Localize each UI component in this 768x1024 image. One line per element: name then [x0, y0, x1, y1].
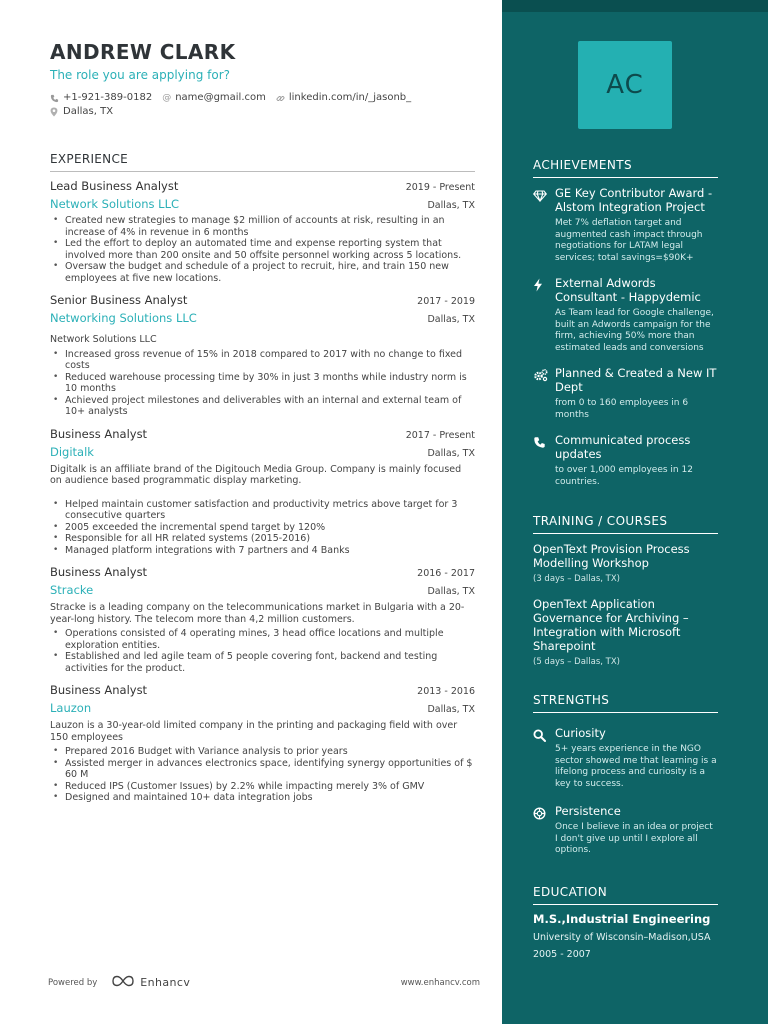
candidate-name: ANDREW CLARK — [50, 40, 236, 64]
strengths-heading: STRENGTHS — [533, 693, 718, 713]
gears-icon — [533, 366, 555, 421]
achievement-title: Planned & Created a New IT Dept — [555, 366, 717, 394]
job-title: Business Analyst — [50, 683, 148, 697]
course-title: OpenText Application Governance for Archiving – Integration with Microsoft Sharepoint — [533, 597, 689, 653]
link-icon — [276, 94, 285, 103]
achievement-title: External Adwords Consultant - Happydemic — [555, 276, 701, 304]
education-heading: EDUCATION — [533, 885, 718, 905]
bullet-item: • Assisted merger in advances electronics space, identifying synergy opportunities of $ 60 M — [50, 758, 475, 781]
bullet-item: • Responsible for all HR related systems (2015-2016) — [50, 533, 475, 545]
bullet-item: • Oversaw the budget and schedule of a project to recruit, hire, and train 150 new employees at five new locations. — [50, 261, 475, 284]
company-name: Networking Solutions LLC — [50, 311, 197, 325]
job-date: 2016 - 2017 — [417, 568, 475, 579]
page-footer — [48, 975, 480, 990]
magnifier-icon — [533, 726, 555, 790]
bullet-item: • Led the effort to deploy an automated time and expense reporting system that involved more than 200 onsite and 50 offsite personnel working across 5 locations. — [50, 238, 475, 261]
company-description: Lauzon is a 30-year-old limited company in the printing and packaging field with over 150 employees — [50, 720, 458, 743]
course-title: OpenText Provision Process Modelling Workshop — [533, 542, 690, 570]
company-name: Network Solutions LLC — [50, 197, 180, 211]
location-text: Dallas, TX — [63, 106, 114, 117]
company-name: Lauzon — [50, 701, 92, 715]
achievement-item — [533, 186, 718, 264]
achievement-title: GE Key Contributor Award - Alstom Integration Project — [555, 186, 713, 214]
bullet-item: • Established and led agile team of 5 people covering font, backend and testing activities for the product. — [50, 651, 475, 674]
job-bullets — [50, 628, 475, 674]
bullet-item: • Operations consisted of 4 operating mines, 3 head office locations and multiple exploration entities. — [50, 628, 475, 651]
sidebar — [502, 0, 768, 1024]
job-title: Lead Business Analyst — [50, 179, 179, 193]
job-date: 2013 - 2016 — [417, 686, 475, 697]
job-title: Business Analyst — [50, 565, 148, 579]
contact-info — [50, 91, 475, 119]
bullet-item: • Increased gross revenue of 15% in 2018 compared to 2017 with no change to fixed costs — [50, 349, 475, 372]
job-location: Dallas, TX — [427, 586, 475, 597]
bullet-item: • Reduced IPS (Customer Issues) by 2.2% while impacting merely 3% of GMV — [50, 781, 475, 793]
job-title: Senior Business Analyst — [50, 293, 188, 307]
strength-title: Persistence — [555, 804, 621, 818]
phone-icon — [50, 94, 59, 103]
job-entry — [50, 683, 475, 804]
strength-item — [533, 726, 718, 790]
achievement-item — [533, 276, 718, 354]
education-school: University of Wisconsin–Madison,USA — [533, 931, 711, 943]
main-column — [50, 40, 475, 804]
course-item — [533, 597, 718, 667]
training-heading: TRAINING / COURSES — [533, 514, 718, 534]
bullet-item: • Reduced warehouse processing time by 30% in just 3 months while industry norm is 10 months — [50, 372, 475, 395]
course-meta: (5 days – Dallas, TX) — [533, 657, 620, 667]
diamond-icon — [533, 186, 555, 264]
strength-item — [533, 804, 718, 857]
strength-desc: 5+ years experience in the NGO sector showed me that learning is a lifelong process and curiosity is a key to success. — [555, 744, 717, 789]
brand-name: Enhancv — [140, 976, 191, 989]
company-description: Network Solutions LLC — [50, 334, 157, 345]
enhancv-logo[interactable] — [111, 975, 190, 990]
job-location: Dallas, TX — [427, 200, 475, 211]
job-entry — [50, 427, 475, 557]
phone-contact[interactable] — [50, 91, 152, 105]
bullet-item: • Managed platform integrations with 7 partners and 4 Banks — [50, 545, 475, 557]
job-bullets — [50, 499, 475, 557]
achievement-item — [533, 433, 718, 488]
job-date: 2017 - 2019 — [417, 296, 475, 307]
course-item — [533, 542, 718, 584]
job-location: Dallas, TX — [427, 704, 475, 715]
course-meta: (3 days – Dallas, TX) — [533, 574, 620, 584]
achievement-desc: Met 7% deflation target and augmented cash impact through negotiations for LATAM legal services; total savings=$90K+ — [555, 218, 703, 263]
company-description: Stracke is a leading company on the telecommunications market in Bulgaria with a 20-year-long history. The telecom more than 4,2 million customers. — [50, 602, 465, 625]
strength-title: Curiosity — [555, 726, 606, 740]
achievements-heading: ACHIEVEMENTS — [533, 158, 718, 178]
job-entry — [50, 565, 475, 674]
sidebar-top-band — [502, 0, 768, 12]
job-entry — [50, 293, 475, 418]
bullet-item: • Achieved project milestones and deliverables with an internal and external team of 10+ analysts — [50, 395, 475, 418]
sidebar-content — [533, 158, 718, 960]
achievement-item — [533, 366, 718, 421]
avatar: AC — [578, 41, 672, 129]
footer-url[interactable]: www.enhancv.com — [400, 977, 480, 988]
powered-by-label: Powered by — [48, 977, 98, 988]
email-text: name@gmail.com — [175, 92, 266, 103]
achievement-desc: from 0 to 160 employees in 6 months — [555, 398, 689, 420]
company-description: Digitalk is an affiliate brand of the Digitouch Media Group. Company is mainly focused on audience based programmatic display marketing. — [50, 463, 462, 486]
lightning-icon — [533, 276, 555, 354]
life-ring-icon — [533, 804, 555, 857]
job-entry — [50, 179, 475, 284]
phone-text: +1-921-389-0182 — [63, 92, 153, 103]
bullet-item: • Helped maintain customer satisfaction and productivity metrics above target for 3 consecutive quarters — [50, 499, 475, 522]
bullet-item: • Created new strategies to manage $2 million of accounts at risk, resulting in an increase of 4% in revenue in 6 months — [50, 215, 475, 238]
job-date: 2017 - Present — [405, 429, 475, 441]
experience-heading: EXPERIENCE — [50, 152, 475, 172]
strength-desc: Once I believe in an idea or project I don't give up until I explore all options. — [555, 822, 713, 855]
job-location: Dallas, TX — [427, 447, 475, 459]
linkedin-contact[interactable] — [276, 91, 411, 105]
company-name: Digitalk — [50, 444, 94, 459]
company-name: Stracke — [50, 583, 94, 597]
phone-icon — [533, 433, 555, 488]
job-bullets — [50, 215, 475, 284]
achievement-desc: to over 1,000 employees in 12 countries. — [555, 465, 693, 487]
job-bullets — [50, 349, 475, 418]
email-contact[interactable] — [162, 91, 266, 105]
linkedin-text: linkedin.com/in/_jasonb_ — [288, 92, 412, 103]
bullet-item: • Designed and maintained 10+ data integration jobs — [50, 792, 475, 804]
achievement-desc: As Team lead for Google challenge, built an Adwords campaign for the firm, achieving 50% more than estimated leads and conversions — [555, 308, 714, 353]
bullet-item: • Prepared 2016 Budget with Variance analysis to prior years — [50, 746, 475, 758]
job-bullets — [50, 746, 475, 804]
at-icon: @ — [162, 93, 172, 103]
location-pin-icon — [50, 107, 59, 117]
bullet-item: • 2005 exceeded the incremental spend target by 120% — [50, 522, 475, 534]
job-location: Dallas, TX — [427, 314, 475, 325]
target-role: The role you are applying for? — [50, 68, 231, 82]
achievement-title: Communicated process updates — [555, 433, 691, 461]
job-title: Business Analyst — [50, 426, 148, 441]
education-years: 2005 - 2007 — [533, 948, 591, 960]
job-date: 2019 - Present — [405, 182, 475, 193]
location-contact — [50, 105, 113, 119]
education-degree: M.S.,Industrial Engineering — [533, 911, 711, 926]
infinity-logo-icon — [111, 975, 135, 990]
powered-by — [48, 975, 190, 990]
